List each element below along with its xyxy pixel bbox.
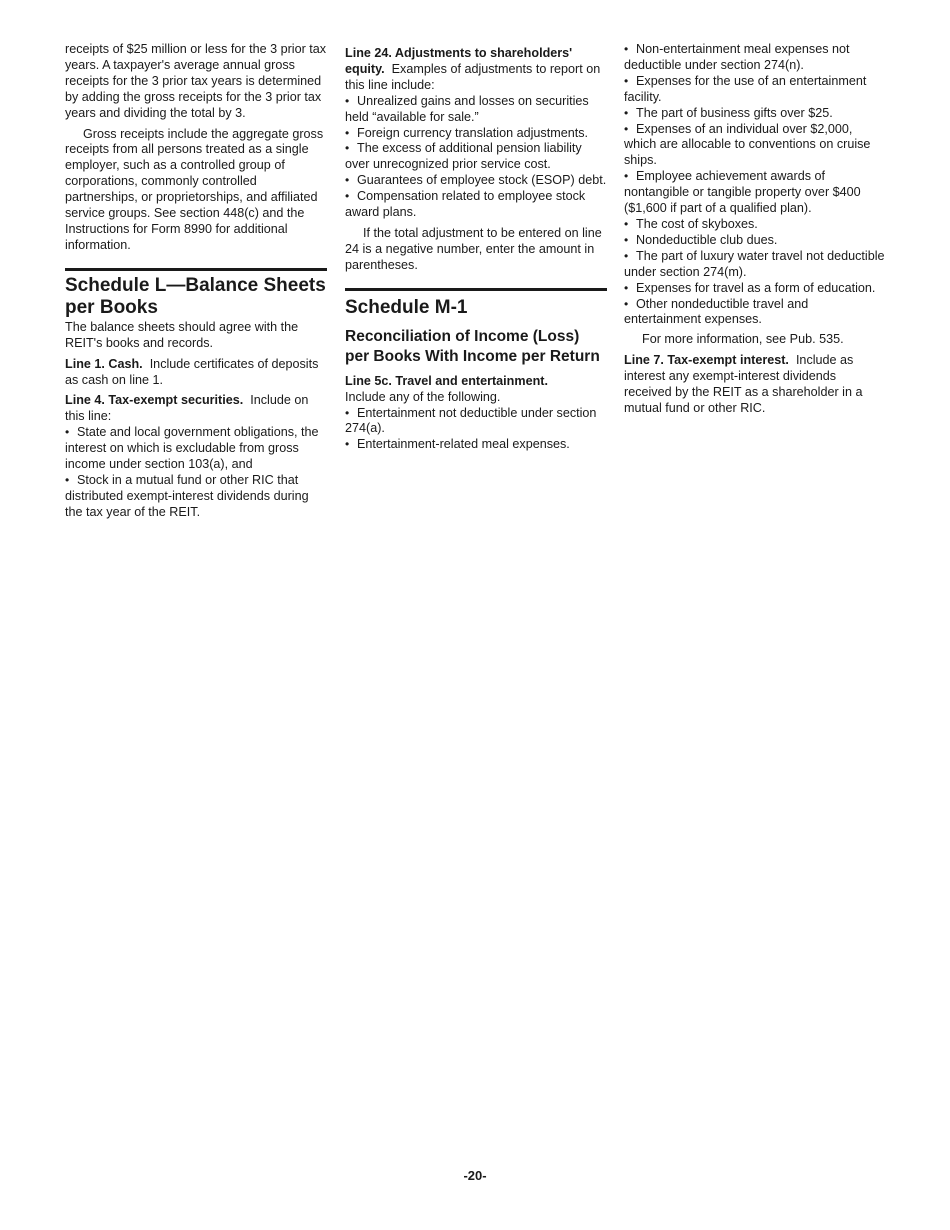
- line-5c-title: Line 5c. Travel and entertainment.: [345, 373, 548, 388]
- section-rule: [345, 288, 607, 319]
- list-item: • Foreign currency translation adjustments.: [345, 126, 607, 142]
- list-item: • Compensation related to employee stock award plans.: [345, 189, 607, 221]
- list-item: • The excess of additional pension liability over unrecognized prior service cost.: [345, 141, 607, 173]
- line-7-title: Line 7. Tax-exempt interest.: [624, 353, 789, 368]
- list-item: • Guarantees of employee stock (ESOP) debt.: [345, 173, 607, 189]
- line-4-text: Include on this line:: [65, 393, 309, 424]
- list-item: • Employee achievement awards of nontangible or tangible property over $400 ($1,600 if part of a qualified plan).: [624, 169, 886, 217]
- list-item: • Entertainment-related meal expenses.: [345, 437, 607, 453]
- section-rule: [65, 268, 327, 319]
- list-item: • Non-entertainment meal expenses not deductible under section 274(n).: [624, 42, 886, 74]
- paragraph-negative-adjustment: If the total adjustment to be entered on line 24 is a negative number, enter the amount in parentheses.: [345, 225, 602, 272]
- line-24-title: Line 24. Adjustments to shareholders' equity.: [345, 46, 573, 76]
- line-1-entry: [65, 357, 327, 389]
- paragraph-gross-receipts: Gross receipts include the aggregate gross receipts from all persons treated as a single employer, such as a controlled group of corporations, commonly controlled partnerships, or proprietorships, and affiliated service groups. See section 448(c) and the Instructions for Form 8990 for additional information.: [65, 126, 324, 252]
- list-item: • The part of business gifts over $25.: [624, 106, 886, 122]
- list-item: • Expenses of an individual over $2,000, which are allocable to conventions on cruise ships.: [624, 122, 886, 170]
- page-number: -20-: [463, 1168, 487, 1183]
- line-5c-text: Include any of the following.: [345, 389, 501, 404]
- paragraph: The balance sheets should agree with the REIT's books and records.: [65, 319, 299, 350]
- schedule-l-heading: Schedule L—Balance Sheets per Books: [65, 274, 326, 318]
- line-24-entry: [345, 46, 607, 94]
- line-4-title: Line 4. Tax-exempt securities.: [65, 393, 244, 408]
- line-7-text: Include as interest any exempt-interest dividends received by the REIT as a shareholder in a mutual fund or other RIC.: [624, 353, 863, 415]
- list-item: • Unrealized gains and losses on securities held “available for sale.”: [345, 94, 607, 126]
- line-24-text: Examples of adjustments to report on this line include:: [345, 61, 601, 92]
- m1-subheading: Reconciliation of Income (Loss) per Books With Income per Return: [345, 327, 600, 365]
- list-item: • Nondeductible club dues.: [624, 233, 886, 249]
- list-item: • Stock in a mutual fund or other RIC that distributed exempt-interest dividends during the tax year of the REIT.: [65, 473, 327, 521]
- column-3: [624, 42, 886, 417]
- list-item: • The cost of skyboxes.: [624, 217, 886, 233]
- line-7-entry: [624, 353, 886, 417]
- list-item: • Expenses for the use of an entertainment facility.: [624, 74, 886, 106]
- list-item: • Entertainment not deductible under section 274(a).: [345, 406, 607, 438]
- line-1-text: Include certificates of deposits as cash on line 1.: [65, 356, 319, 387]
- list-item: • The part of luxury water travel not deductible under section 274(m).: [624, 249, 886, 281]
- list-item: • State and local government obligations, the interest on which is excludable from gross income under section 103(a), and: [65, 425, 327, 473]
- line-1-title: Line 1. Cash.: [65, 356, 143, 371]
- line-4-entry: [65, 393, 327, 425]
- column-1: [65, 42, 327, 521]
- paragraph: receipts of $25 million or less for the 3 prior tax years. A taxpayer's average annual gross receipts for the 3 prior tax years is determined by adding the gross receipts for the 3 prior tax years and dividing the total by 3.: [65, 42, 327, 120]
- schedule-m1-heading: Schedule M-1: [345, 296, 468, 318]
- column-2: [345, 42, 607, 453]
- list-item: • Expenses for travel as a form of education.: [624, 281, 886, 297]
- list-item: • Other nondeductible travel and entertainment expenses.: [624, 297, 886, 329]
- paragraph-more-info: For more information, see Pub. 535.: [642, 332, 844, 347]
